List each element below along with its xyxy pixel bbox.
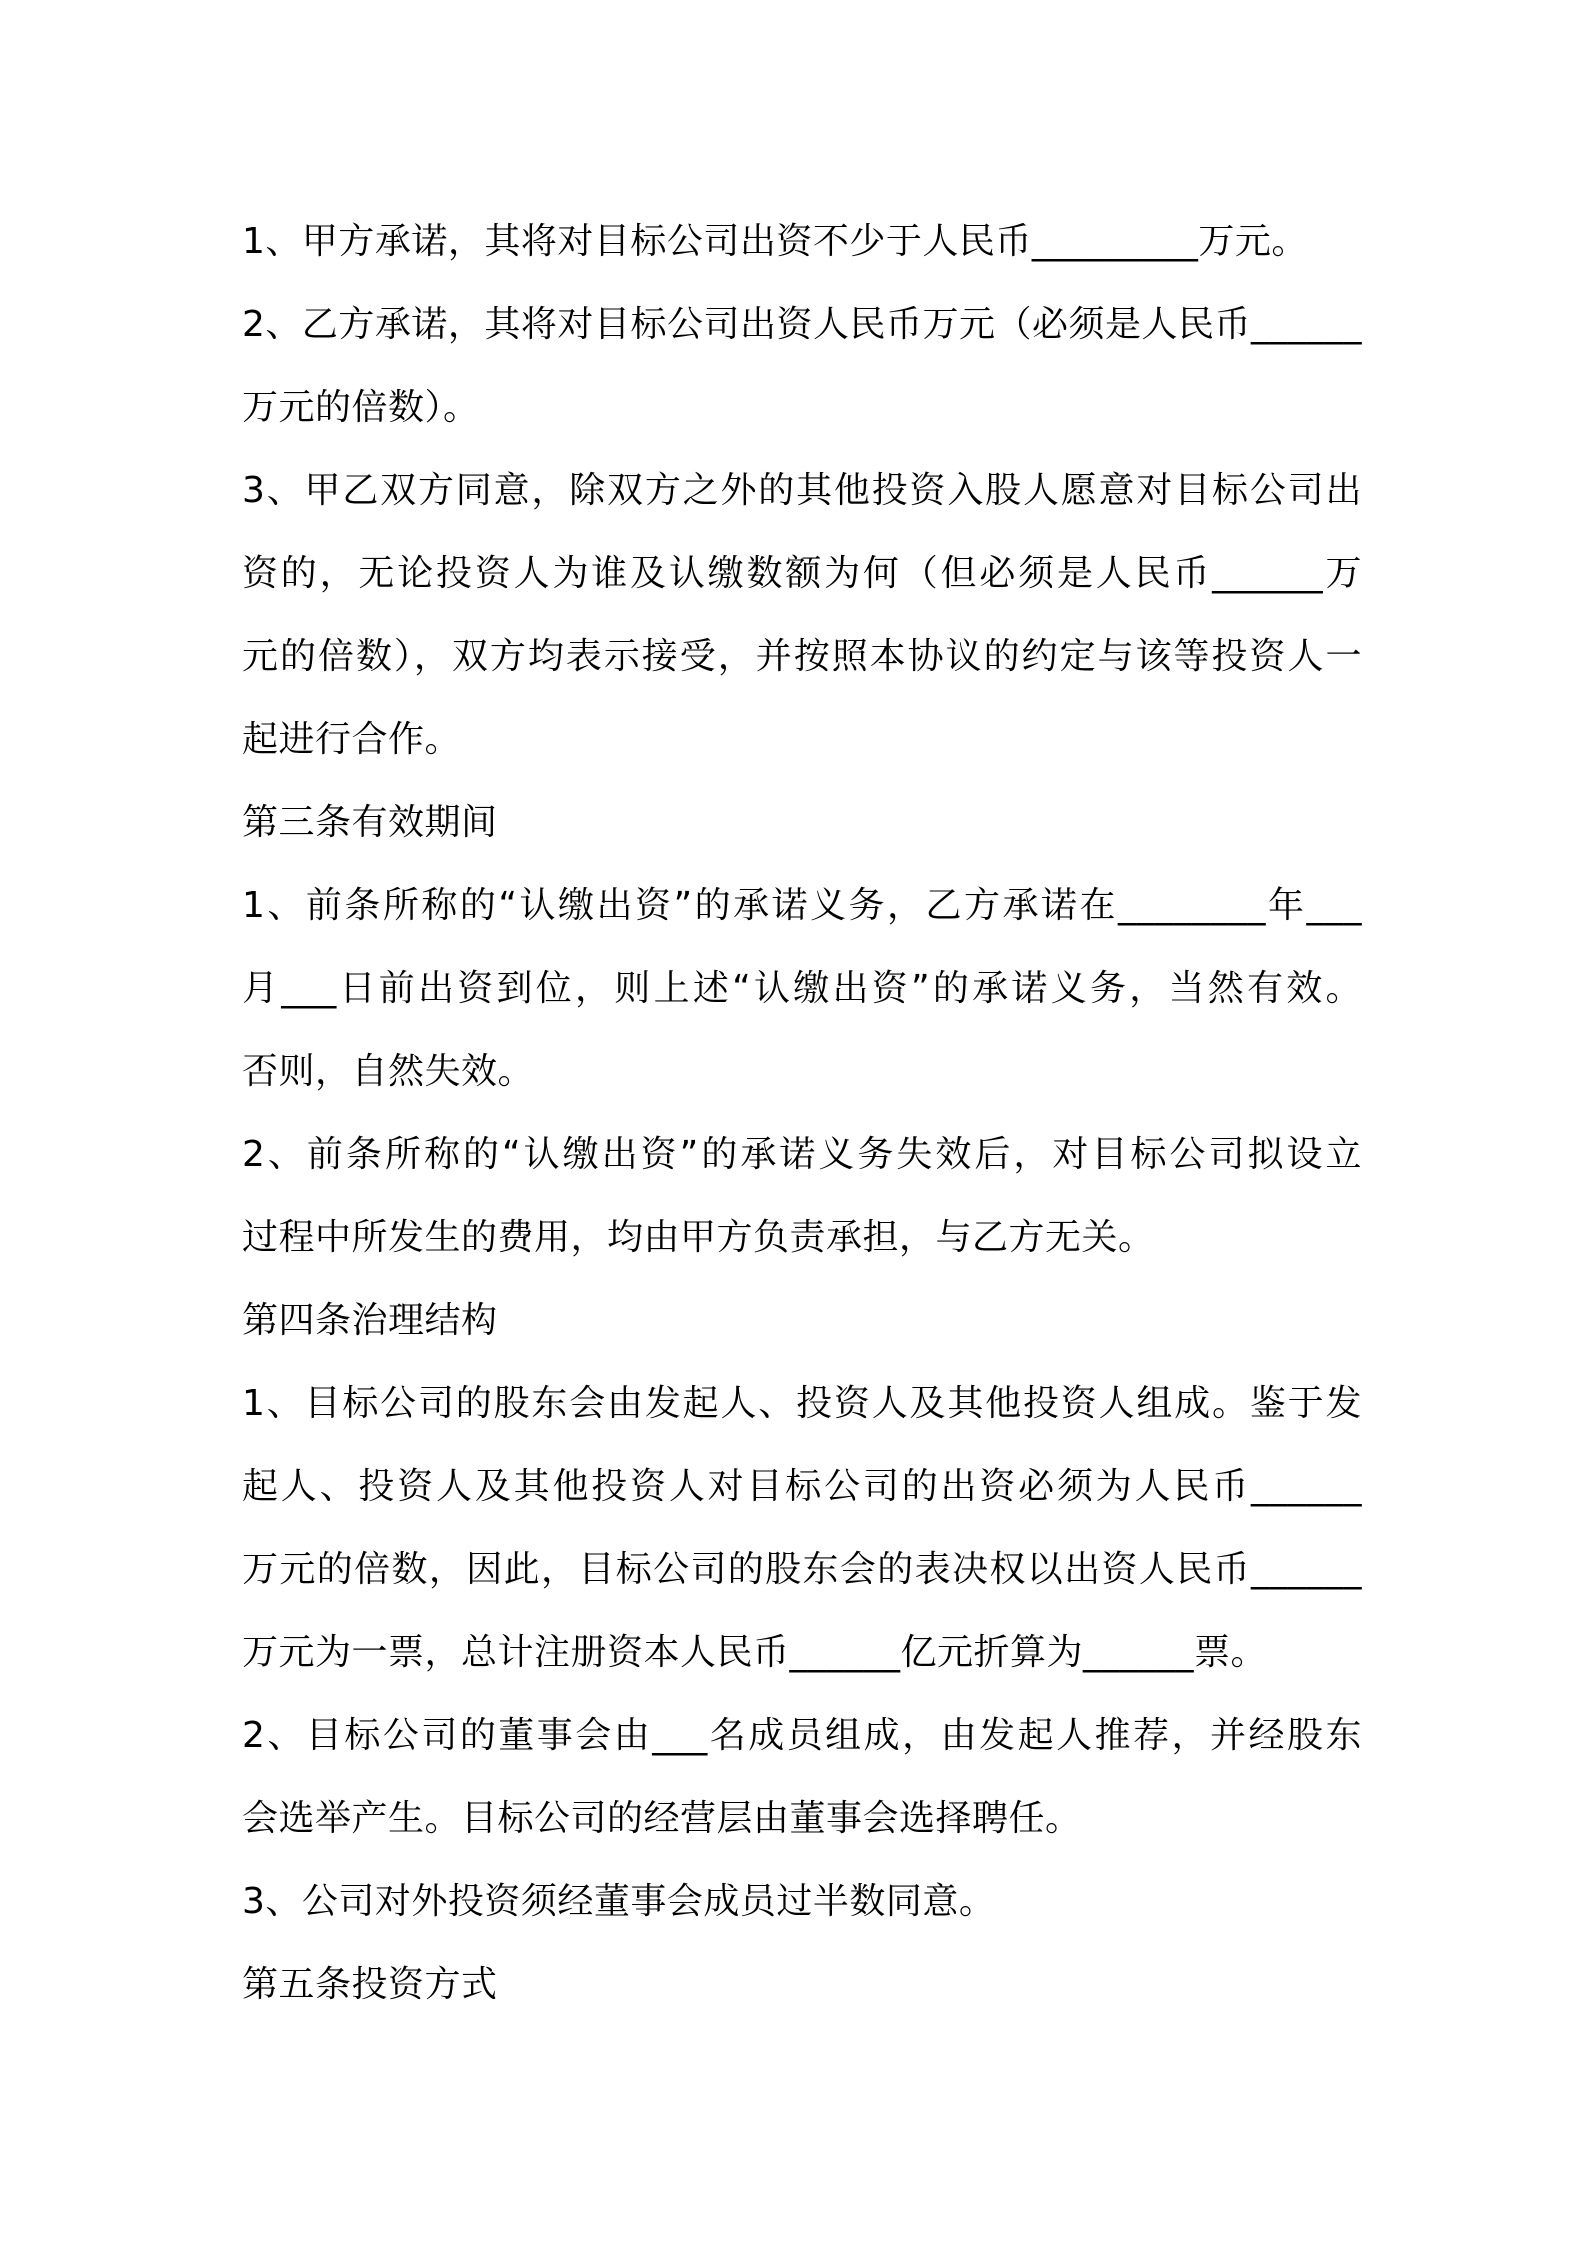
section-heading-article-5: 第五条投资方式 (242, 1964, 498, 2005)
text-line-16: 起人、投资人及其他投资人对目标公司的出资必须为人民币______ (242, 1466, 1362, 1507)
section-heading-article-3: 第三条有效期间 (242, 802, 498, 843)
text-line-9: 1、前条所称的“认缴出资”的承诺义务，乙方承诺在________年___ (242, 885, 1362, 926)
text-line-10: 月___日前出资到位，则上述“认缴出资”的承诺义务，当然有效。 (242, 968, 1362, 1009)
text-line-17: 万元的倍数，因此，目标公司的股东会的表决权以出资人民币______ (242, 1549, 1362, 1590)
text-line-7: 起进行合作。 (242, 719, 462, 760)
text-line-19: 2、目标公司的董事会由___名成员组成，由发起人推荐，并经股东 (242, 1715, 1362, 1756)
text-line-18: 万元为一票，总计注册资本人民币______亿元折算为______票。 (242, 1632, 1268, 1673)
text-line-3: 万元的倍数）。 (242, 387, 480, 428)
section-heading-article-4: 第四条治理结构 (242, 1300, 498, 1341)
text-line-21: 3、公司对外投资须经董事会成员过半数同意。 (242, 1881, 996, 1922)
text-line-20: 会选举产生。目标公司的经营层由董事会选择聘任。 (242, 1798, 1082, 1839)
text-line-5: 资的，无论投资人为谁及认缴数额为何（但必须是人民币______万 (242, 553, 1362, 594)
text-line-12: 2、前条所称的“认缴出资”的承诺义务失效后，对目标公司拟设立 (242, 1134, 1362, 1175)
text-line-1: 1、甲方承诺，其将对目标公司出资不少于人民币_________万元。 (242, 221, 1308, 262)
text-line-6: 元的倍数），双方均表示接受，并按照本协议的约定与该等投资人一 (242, 636, 1362, 677)
text-line-2: 2、乙方承诺，其将对目标公司出资人民币万元（必须是人民币______ (242, 304, 1362, 345)
text-line-13: 过程中所发生的费用，均由甲方负责承担，与乙方无关。 (242, 1217, 1155, 1258)
text-line-15: 1、目标公司的股东会由发起人、投资人及其他投资人组成。鉴于发 (242, 1383, 1362, 1424)
text-line-11: 否则，自然失效。 (242, 1051, 535, 1092)
text-line-4: 3、甲乙双方同意，除双方之外的其他投资入股人愿意对目标公司出 (242, 470, 1362, 511)
document-body (242, 200, 1362, 2026)
